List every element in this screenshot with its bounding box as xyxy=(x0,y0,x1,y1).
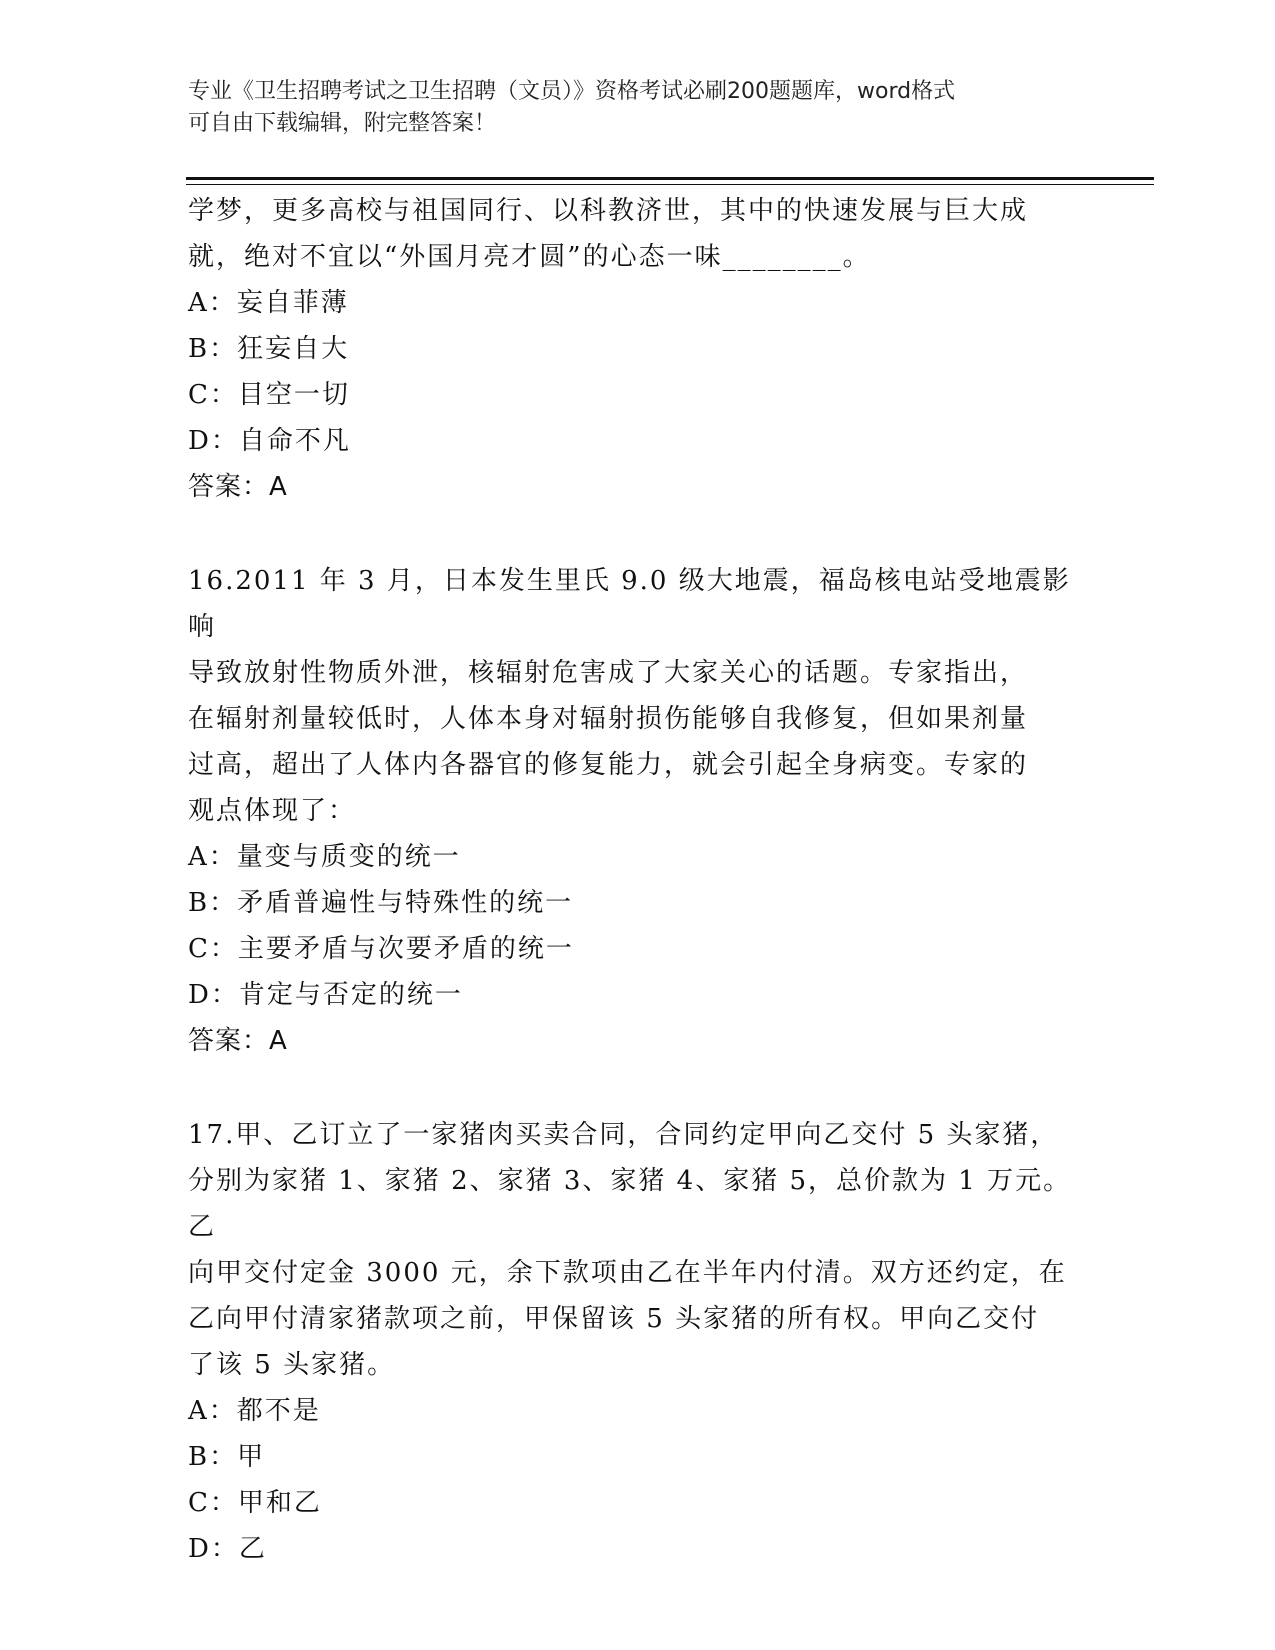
question-15 xyxy=(188,188,1088,510)
option-b: B：矛盾普遍性与特殊性的统一 xyxy=(188,888,574,918)
option-c: C：目空一切 xyxy=(188,380,350,410)
option-d: D：自命不凡 xyxy=(188,426,351,456)
header-line-2: 可自由下载编辑，附完整答案！ xyxy=(188,111,497,136)
option-d: D：乙 xyxy=(188,1534,267,1564)
option-c: C：主要矛盾与次要矛盾的统一 xyxy=(188,934,574,964)
option-a: A：量变与质变的统一 xyxy=(188,842,461,872)
header-divider-thin xyxy=(186,184,1154,185)
question-stem-line: 导致放射性物质外泄，核辐射危害成了大家关心的话题。专家指出， xyxy=(188,658,1029,688)
option-a: A：都不是 xyxy=(188,1396,321,1426)
question-17 xyxy=(188,1112,1088,1572)
question-list xyxy=(188,188,1088,1572)
page-header xyxy=(188,76,1068,140)
option-d: D：肯定与否定的统一 xyxy=(188,980,463,1010)
question-stem-line: 学梦，更多高校与祖国同行、以科教济世，其中的快速发展与巨大成 xyxy=(188,196,1029,226)
question-stem-line: 了该 5 头家猪。 xyxy=(188,1350,396,1380)
question-stem-line: 过高，超出了人体内各器官的修复能力，就会引起全身病变。专家的 xyxy=(188,750,1029,780)
question-stem-line: 17.甲、乙订立了一家猪肉买卖合同，合同约定甲向乙交付 5 头家猪， xyxy=(188,1120,1059,1150)
question-stem-line: 就，绝对不宜以“外国月亮才圆”的心态一味________。 xyxy=(188,242,871,272)
question-stem-line: 16.2011 年 3 月，日本发生里氏 9.0 级大地震，福岛核电站受地震影响 xyxy=(188,566,1071,642)
header-divider-thick xyxy=(186,177,1154,180)
question-stem-line: 在辐射剂量较低时，人体本身对辐射损伤能够自我修复，但如果剂量 xyxy=(188,704,1029,734)
answer-line: 答案：A xyxy=(188,472,288,502)
question-stem-line: 分别为家猪 1、家猪 2、家猪 3、家猪 4、家猪 5，总价款为 1 万元。乙 xyxy=(188,1166,1072,1242)
option-c: C：甲和乙 xyxy=(188,1488,322,1518)
option-b: B：狂妄自大 xyxy=(188,334,350,364)
answer-line: 答案：A xyxy=(188,1026,288,1056)
question-stem-line: 观点体现了： xyxy=(188,796,357,826)
question-stem-line: 乙向甲付清家猪款项之前，甲保留该 5 头家猪的所有权。甲向乙交付 xyxy=(188,1304,1040,1334)
question-16 xyxy=(188,558,1088,1064)
option-b: B：甲 xyxy=(188,1442,266,1472)
header-line-1: 专业《卫生招聘考试之卫生招聘（文员）》资格考试必刷200题题库，word格式 xyxy=(188,79,956,104)
option-a: A：妄自菲薄 xyxy=(188,288,349,318)
question-stem-line: 向甲交付定金 3000 元，余下款项由乙在半年内付清。双方还约定，在 xyxy=(188,1258,1067,1288)
